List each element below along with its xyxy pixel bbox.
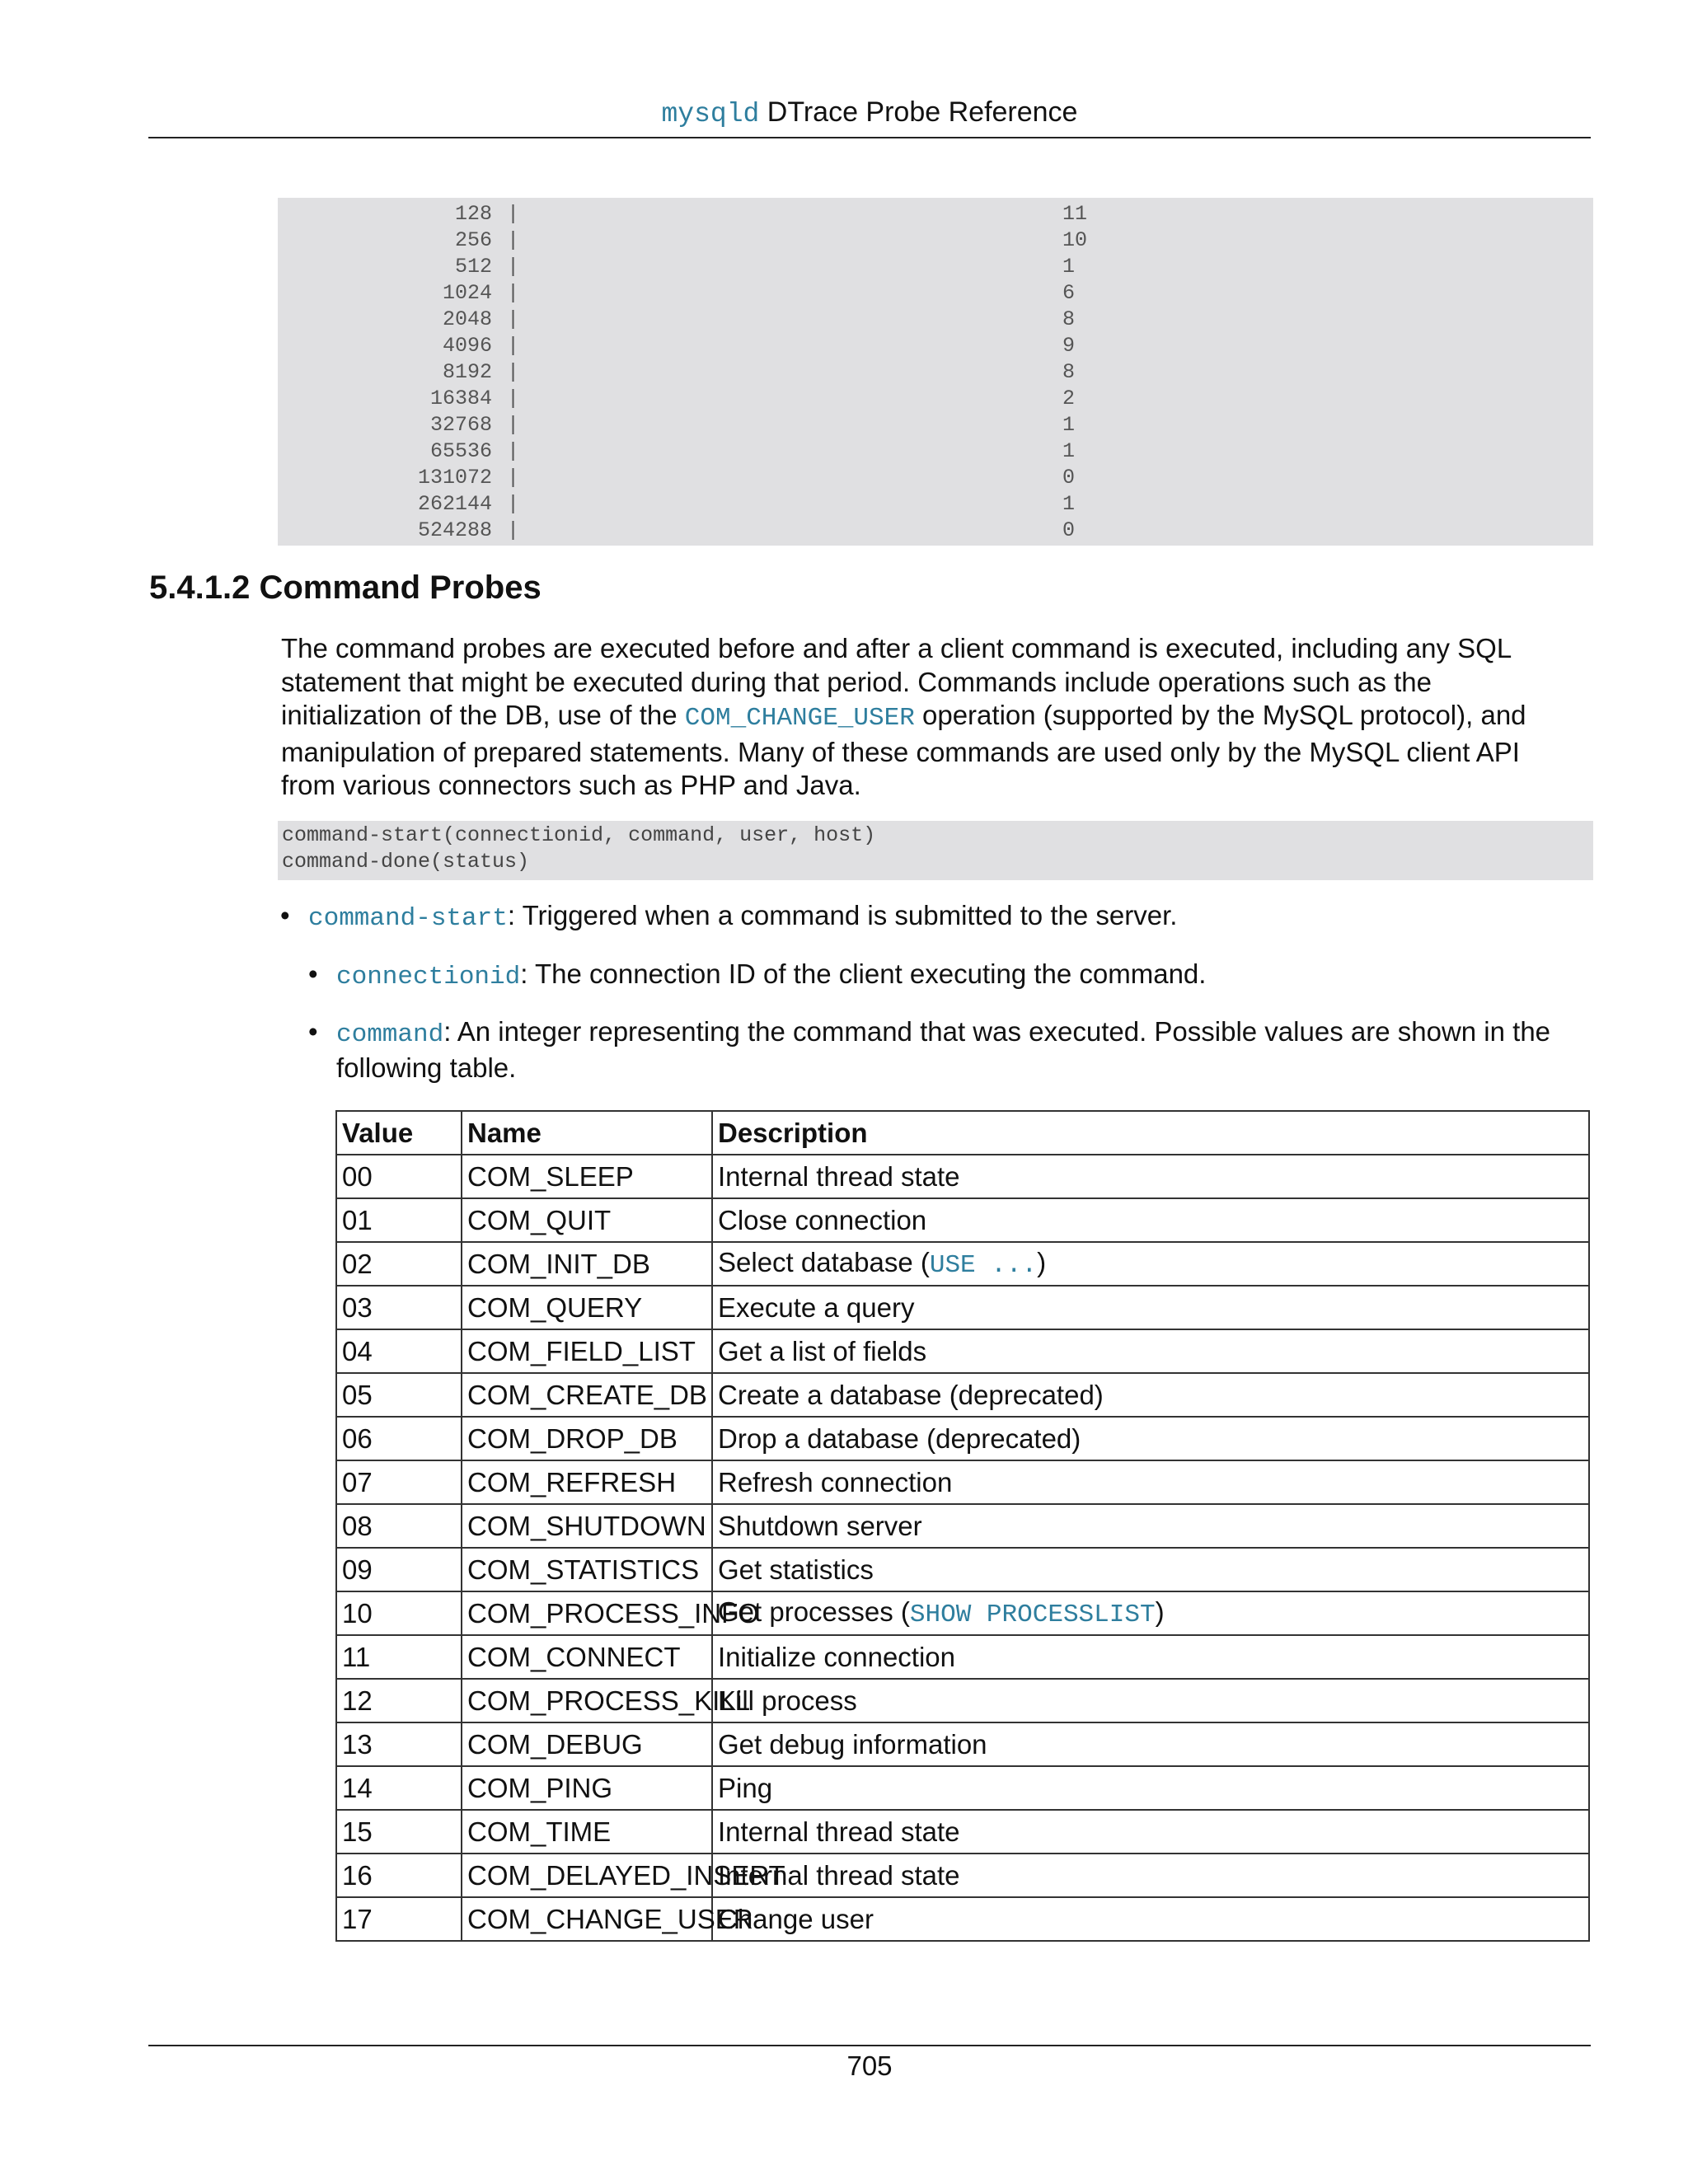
cell-name: COM_PROCESS_INFO bbox=[462, 1591, 712, 1635]
cell-value: 15 bbox=[336, 1810, 462, 1854]
cell-description bbox=[712, 1591, 1589, 1635]
table-row bbox=[336, 1373, 1589, 1417]
cell-name: COM_FIELD_LIST bbox=[462, 1329, 712, 1373]
header-value: Value bbox=[336, 1111, 462, 1155]
histogram-count: 1 bbox=[1062, 255, 1076, 279]
description-text: Get processes ( bbox=[718, 1596, 910, 1627]
histogram-bucket: 128 bbox=[454, 202, 492, 226]
connectionid-link[interactable]: connectionid bbox=[336, 963, 521, 991]
histogram-count: 8 bbox=[1062, 307, 1076, 331]
table-row bbox=[336, 1155, 1589, 1198]
histogram-bucket: 2048 bbox=[442, 307, 492, 331]
cell-name: COM_CREATE_DB bbox=[462, 1373, 712, 1417]
bullet-dot: • bbox=[308, 958, 318, 989]
histogram-bar: | bbox=[507, 281, 520, 305]
table-body bbox=[336, 1155, 1589, 1941]
histogram-bucket: 131072 bbox=[417, 466, 492, 490]
cell-description: Create a database (deprecated) bbox=[712, 1373, 1589, 1417]
histogram-row bbox=[278, 491, 1593, 518]
cell-value: 04 bbox=[336, 1329, 462, 1373]
histogram-bucket: 8192 bbox=[442, 360, 492, 384]
histogram-bucket: 65536 bbox=[429, 439, 492, 463]
bullet-command-start bbox=[280, 899, 1578, 935]
probe-signature-code-block bbox=[278, 821, 1593, 880]
cell-name: COM_DELAYED_INSERT bbox=[462, 1854, 712, 1897]
cell-value: 08 bbox=[336, 1504, 462, 1548]
cell-name: COM_REFRESH bbox=[462, 1460, 712, 1504]
connectionid-desc: : The connection ID of the client executing the command. bbox=[520, 958, 1207, 989]
bullet-dot: • bbox=[308, 1016, 318, 1047]
histogram-bar: | bbox=[507, 492, 520, 516]
cell-name: COM_SHUTDOWN bbox=[462, 1504, 712, 1548]
cell-description: Refresh connection bbox=[712, 1460, 1589, 1504]
histogram-row bbox=[278, 307, 1593, 333]
command-desc: : An integer representing the command that was executed. Possible values are shown in the following table. bbox=[336, 1016, 1551, 1083]
description-text: ) bbox=[1155, 1596, 1165, 1627]
histogram-bar: | bbox=[507, 202, 520, 226]
cell-name: COM_INIT_DB bbox=[462, 1242, 712, 1286]
cell-name: COM_TIME bbox=[462, 1810, 712, 1854]
cell-name: COM_SLEEP bbox=[462, 1155, 712, 1198]
histogram-row bbox=[278, 280, 1593, 307]
description-code-link[interactable]: USE ... bbox=[929, 1250, 1038, 1280]
histogram-bar: | bbox=[507, 334, 520, 358]
cell-description: Change user bbox=[712, 1897, 1589, 1941]
histogram-bar: | bbox=[507, 228, 520, 252]
histogram-row bbox=[278, 438, 1593, 465]
histogram-count: 8 bbox=[1062, 360, 1076, 384]
cell-name: COM_STATISTICS bbox=[462, 1548, 712, 1591]
table-row bbox=[336, 1242, 1589, 1286]
histogram-row bbox=[278, 201, 1593, 227]
histogram-row bbox=[278, 386, 1593, 412]
cell-value: 12 bbox=[336, 1679, 462, 1722]
cell-name: COM_QUERY bbox=[462, 1286, 712, 1329]
histogram-row bbox=[278, 254, 1593, 280]
cell-description: Initialize connection bbox=[712, 1635, 1589, 1679]
histogram-count: 11 bbox=[1062, 202, 1088, 226]
table-row bbox=[336, 1417, 1589, 1460]
table-row bbox=[336, 1504, 1589, 1548]
histogram-bar: | bbox=[507, 439, 520, 463]
description-text: Select database ( bbox=[718, 1246, 930, 1277]
histogram-bar: | bbox=[507, 387, 520, 410]
cell-description bbox=[712, 1242, 1589, 1286]
histogram-bucket: 524288 bbox=[417, 518, 492, 542]
page-header bbox=[148, 92, 1591, 134]
intro-paragraph bbox=[281, 632, 1567, 803]
cell-value: 11 bbox=[336, 1635, 462, 1679]
table-row bbox=[336, 1329, 1589, 1373]
cell-name: COM_CONNECT bbox=[462, 1635, 712, 1679]
table-row bbox=[336, 1548, 1589, 1591]
histogram-count: 10 bbox=[1062, 228, 1088, 252]
table-row bbox=[336, 1591, 1589, 1635]
histogram-bar: | bbox=[507, 518, 520, 542]
table-row bbox=[336, 1897, 1589, 1941]
cell-value: 05 bbox=[336, 1373, 462, 1417]
table-row bbox=[336, 1722, 1589, 1766]
histogram-row bbox=[278, 333, 1593, 359]
signature-line-done: command-done(status) bbox=[282, 850, 530, 874]
command-start-link[interactable]: command-start bbox=[308, 904, 508, 933]
cell-value: 09 bbox=[336, 1548, 462, 1591]
cell-name: COM_PROCESS_KILL bbox=[462, 1679, 712, 1722]
histogram-bar: | bbox=[507, 466, 520, 490]
histogram-bucket: 256 bbox=[454, 228, 492, 252]
cell-value: 13 bbox=[336, 1722, 462, 1766]
table-row bbox=[336, 1679, 1589, 1722]
cell-description: Get debug information bbox=[712, 1722, 1589, 1766]
histogram-bar: | bbox=[507, 255, 520, 279]
histogram-count: 6 bbox=[1062, 281, 1076, 305]
cell-value: 14 bbox=[336, 1766, 462, 1810]
histogram-row bbox=[278, 518, 1593, 544]
command-start-desc: : Triggered when a command is submitted to the server. bbox=[507, 900, 1178, 930]
bullet-dot: • bbox=[280, 900, 290, 930]
header-title: DTrace Probe Reference bbox=[767, 96, 1078, 128]
cell-description: Ping bbox=[712, 1766, 1589, 1810]
histogram-code-block bbox=[278, 198, 1593, 546]
histogram-count: 1 bbox=[1062, 439, 1076, 463]
cell-description: Close connection bbox=[712, 1198, 1589, 1242]
cell-value: 01 bbox=[336, 1198, 462, 1242]
histogram-row bbox=[278, 465, 1593, 491]
section-heading: 5.4.1.2 Command Probes bbox=[149, 569, 542, 606]
cell-description: Get statistics bbox=[712, 1548, 1589, 1591]
cell-value: 07 bbox=[336, 1460, 462, 1504]
histogram-bucket: 1024 bbox=[442, 281, 492, 305]
histogram-count: 0 bbox=[1062, 518, 1076, 542]
cell-name: COM_DROP_DB bbox=[462, 1417, 712, 1460]
cell-description: Kill process bbox=[712, 1679, 1589, 1722]
signature-line-start: command-start(connectionid, command, user, host) bbox=[282, 823, 876, 847]
cell-name: COM_DEBUG bbox=[462, 1722, 712, 1766]
cell-description: Internal thread state bbox=[712, 1155, 1589, 1198]
histogram-count: 1 bbox=[1062, 492, 1076, 516]
table-header-row bbox=[336, 1111, 1589, 1155]
cell-value: 06 bbox=[336, 1417, 462, 1460]
cell-value: 03 bbox=[336, 1286, 462, 1329]
cell-value: 16 bbox=[336, 1854, 462, 1897]
cell-description: Execute a query bbox=[712, 1286, 1589, 1329]
cell-name: COM_PING bbox=[462, 1766, 712, 1810]
histogram-bar: | bbox=[507, 413, 520, 437]
footer-divider bbox=[148, 2045, 1591, 2046]
table-row bbox=[336, 1635, 1589, 1679]
cell-description: Internal thread state bbox=[712, 1854, 1589, 1897]
table-row bbox=[336, 1286, 1589, 1329]
table-row bbox=[336, 1810, 1589, 1854]
histogram-bar: | bbox=[507, 307, 520, 331]
histogram-count: 1 bbox=[1062, 413, 1076, 437]
histogram-count: 9 bbox=[1062, 334, 1076, 358]
cell-name: COM_QUIT bbox=[462, 1198, 712, 1242]
description-code-link[interactable]: SHOW PROCESSLIST bbox=[909, 1600, 1156, 1629]
table-row bbox=[336, 1460, 1589, 1504]
bullet-connectionid bbox=[308, 958, 1581, 994]
header-divider bbox=[148, 137, 1591, 138]
histogram-bucket: 512 bbox=[454, 255, 492, 279]
com-change-user-link[interactable]: COM_CHANGE_USER bbox=[684, 704, 915, 733]
header-name: Name bbox=[462, 1111, 712, 1155]
description-text: ) bbox=[1037, 1246, 1047, 1277]
cell-name: COM_CHANGE_USER bbox=[462, 1897, 712, 1941]
histogram-bucket: 16384 bbox=[429, 387, 492, 410]
intro-text-1: The command probes are executed before and after a client command is executed, including any SQL statement that might be executed during that period. Commands include operations such as the initialization of the DB, use of the bbox=[281, 633, 1511, 730]
command-link[interactable]: command bbox=[336, 1020, 444, 1049]
cell-description: Internal thread state bbox=[712, 1810, 1589, 1854]
histogram-bucket: 32768 bbox=[429, 413, 492, 437]
histogram-bucket: 4096 bbox=[442, 334, 492, 358]
header-code[interactable]: mysqld bbox=[661, 99, 760, 129]
histogram-count: 0 bbox=[1062, 466, 1076, 490]
bullet-command bbox=[308, 1015, 1581, 1085]
cell-value: 02 bbox=[336, 1242, 462, 1286]
histogram-row bbox=[278, 412, 1593, 438]
cell-value: 00 bbox=[336, 1155, 462, 1198]
header-description: Description bbox=[712, 1111, 1589, 1155]
histogram-count: 2 bbox=[1062, 387, 1076, 410]
cell-value: 10 bbox=[336, 1591, 462, 1635]
cell-value: 17 bbox=[336, 1897, 462, 1941]
command-values-table bbox=[335, 1110, 1590, 1942]
intro-text-2: operation (supported by the MySQL protocol), and manipulation of prepared statements. Many of these commands are used only by the MySQL client API from various connectors such as PHP and Java. bbox=[281, 700, 1526, 800]
page-number: 705 bbox=[846, 2050, 893, 2081]
table-row bbox=[336, 1766, 1589, 1810]
table-row bbox=[336, 1198, 1589, 1242]
histogram-row bbox=[278, 227, 1593, 254]
histogram-bar: | bbox=[507, 360, 520, 384]
cell-description: Get a list of fields bbox=[712, 1329, 1589, 1373]
histogram-row bbox=[278, 359, 1593, 386]
cell-description: Shutdown server bbox=[712, 1504, 1589, 1548]
histogram-bucket: 262144 bbox=[417, 492, 492, 516]
cell-description: Drop a database (deprecated) bbox=[712, 1417, 1589, 1460]
table-row bbox=[336, 1854, 1589, 1897]
